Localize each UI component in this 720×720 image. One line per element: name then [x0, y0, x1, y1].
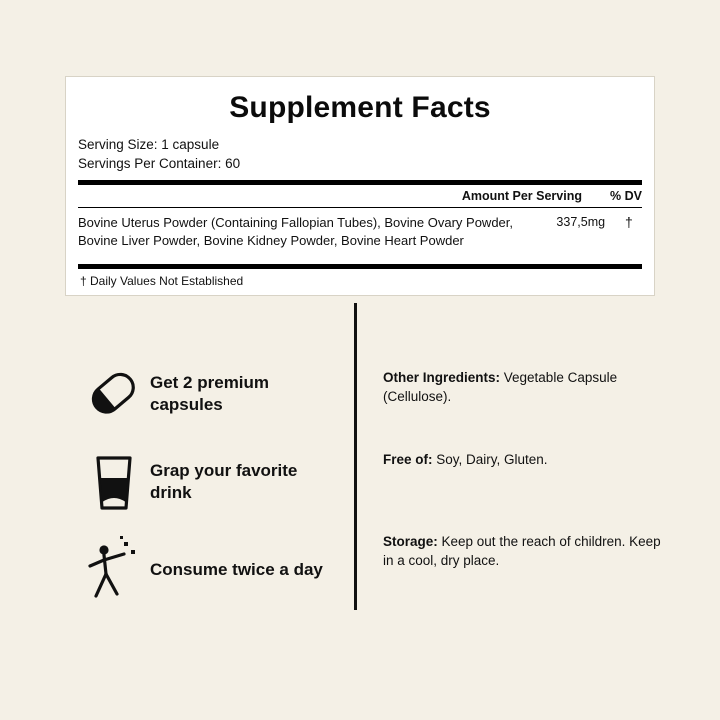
ingredient-name: Bovine Uterus Powder (Containing Fallopian Tubes), Bovine Ovary Powder, Bovine Liver Powder, Bovine Kidney Powder, Bovine Heart Powder: [78, 215, 513, 248]
free-of: [383, 450, 668, 469]
spacer: [383, 469, 668, 532]
step-label: Consume twice a day: [150, 560, 323, 579]
ingredient-daily-value: †: [624, 214, 633, 230]
storage: [383, 532, 668, 570]
list-item: [78, 438, 343, 526]
free-of-value: Soy, Dairy, Gluten.: [432, 452, 548, 467]
drinking-glass-icon: [78, 452, 150, 512]
storage-value: Keep out the reach of children. Keep in a cool, dry place.: [383, 534, 661, 568]
other-ingredients-value: Vegetable Capsule (Cellulose).: [383, 370, 618, 404]
serving-size: Serving Size: 1 capsule: [78, 137, 220, 152]
person-celebrating-icon: [78, 534, 150, 606]
column-divider: [354, 303, 357, 610]
supplement-facts-panel: [65, 76, 655, 296]
spacer: [383, 406, 668, 450]
other-ingredients-label: Other Ingredients:: [383, 370, 501, 385]
other-ingredients: [383, 368, 668, 406]
servings-per-container: Servings Per Container: 60: [78, 156, 241, 171]
product-info-column: [383, 368, 668, 570]
list-item: [78, 350, 343, 438]
ingredient-amount: 337,5mg: [556, 215, 606, 229]
usage-steps: [78, 350, 343, 614]
daily-value-footnote: † Daily Values Not Established: [80, 274, 244, 288]
column-header-percent-dv: % DV: [610, 189, 642, 203]
step-label: Grap your favorite drink: [150, 461, 298, 502]
table-row: [78, 208, 642, 257]
facts-column-headers: [78, 185, 642, 207]
capsule-icon: [78, 366, 150, 422]
supplement-facts-body: [66, 135, 654, 295]
storage-label: Storage:: [383, 534, 438, 549]
step-label: Get 2 premium capsules: [150, 373, 270, 414]
column-header-amount-per-serving: Amount Per Serving: [461, 189, 582, 203]
free-of-label: Free of:: [383, 452, 433, 467]
page-title: Supplement Facts: [229, 91, 491, 124]
list-item: [78, 526, 343, 614]
